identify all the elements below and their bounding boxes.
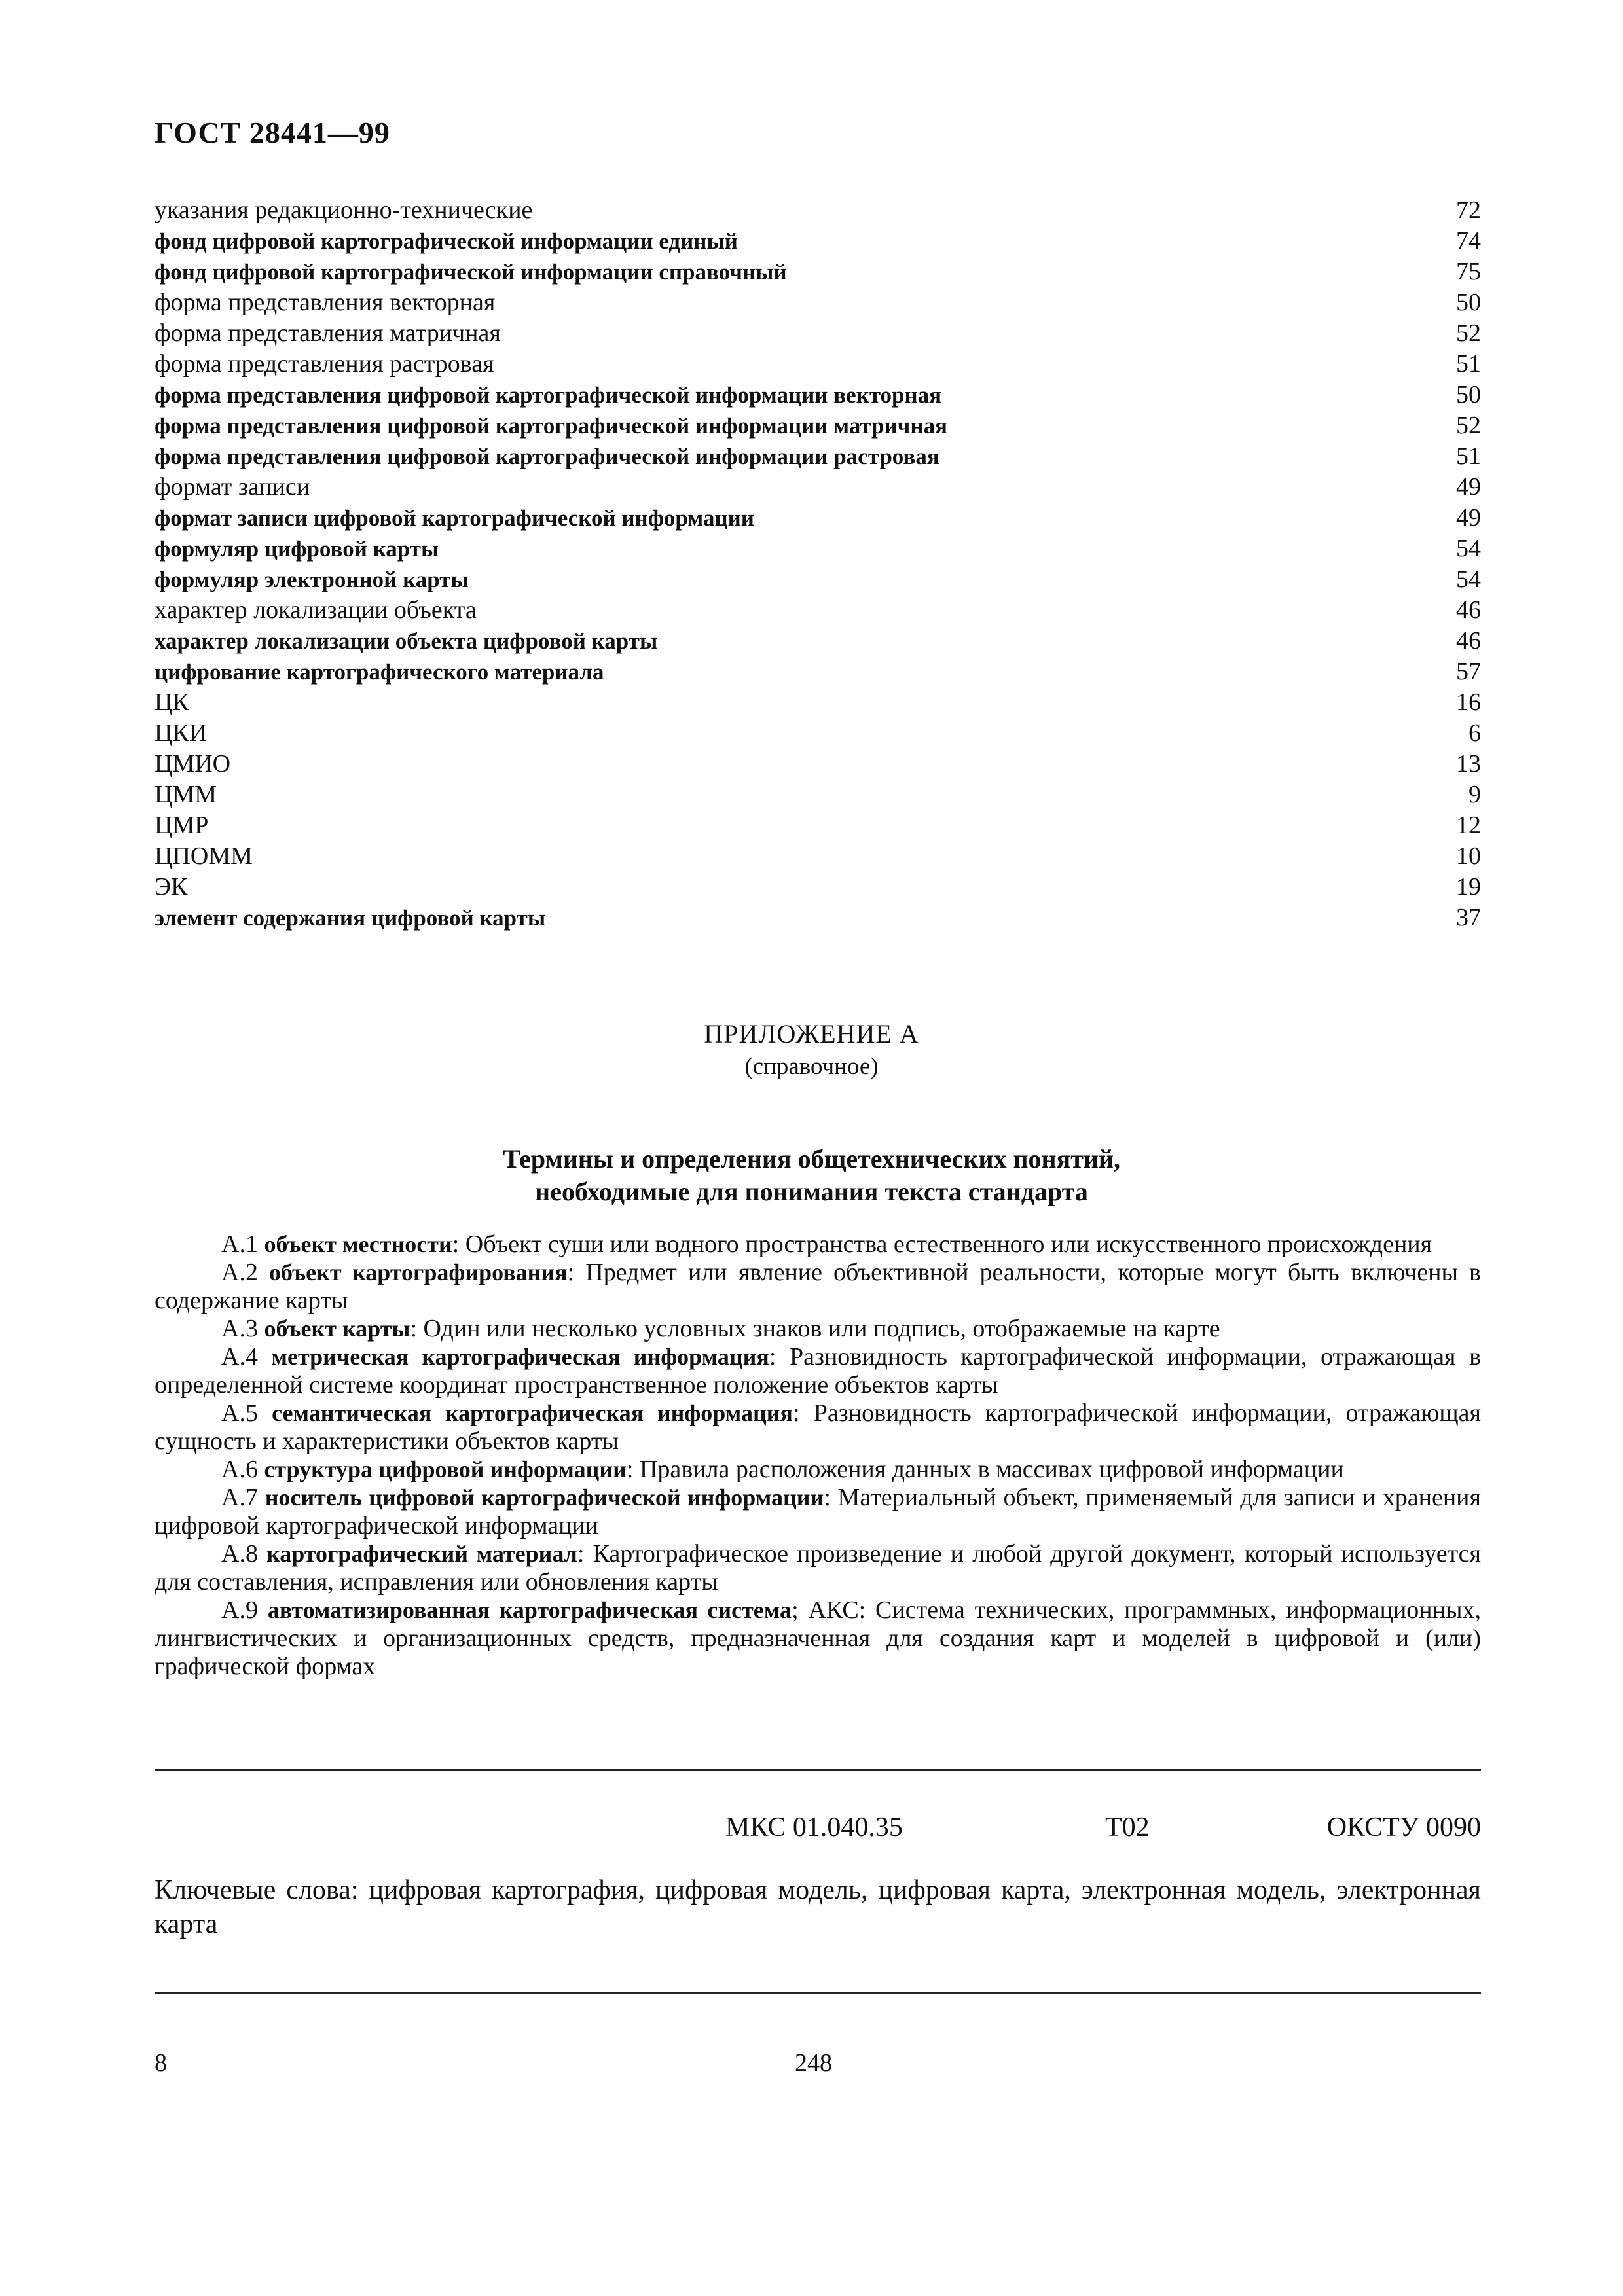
index-row	[155, 441, 1481, 472]
index-term: формат записи цифровой картографической информации	[155, 505, 754, 531]
index-page-number: 19	[1456, 873, 1481, 901]
definition-separator: :	[410, 1315, 418, 1342]
document-title: ГОСТ 28441—99	[155, 116, 390, 149]
definition-item	[155, 1540, 1481, 1596]
index-row	[155, 903, 1481, 933]
index-row	[155, 656, 1481, 687]
index-page-number: 54	[1456, 535, 1481, 562]
index-term: ЦМИО	[155, 750, 231, 778]
definition-text: АКС: Система технических, программных, информационных, лингвистических и организационных средств, предназначенная для создания карт и моделей в цифровой и (или) графической формах	[155, 1596, 1481, 1680]
index-term: форма представления растровая	[155, 350, 494, 378]
definition-item	[155, 1399, 1481, 1456]
definition-item	[155, 1484, 1481, 1540]
index-term: ЦПОММ	[155, 842, 253, 870]
section-heading	[0, 1143, 1623, 1208]
index-page-number: 74	[1456, 227, 1481, 255]
definition-text: Правила расположения данных в массивах цифровой информации	[633, 1456, 1344, 1483]
definition-text: Разновидность картографической информации, отражающая сущность и характеристики объектов карты	[155, 1399, 1482, 1455]
index-term: ЦМР	[155, 812, 209, 839]
definition-separator: :	[626, 1456, 634, 1483]
definition-item	[155, 1259, 1481, 1315]
section-heading-line-2: необходимые для понимания текста стандарта	[535, 1177, 1088, 1206]
definition-term: автоматизированная картографическая система	[267, 1597, 792, 1623]
mks-code: МКС 01.040.35	[725, 1812, 903, 1842]
index-page-number: 54	[1456, 565, 1481, 593]
index-row	[155, 257, 1481, 287]
index-term: фонд цифровой картографической информации справочный	[155, 259, 787, 285]
index-term: формуляр электронной карты	[155, 567, 469, 592]
definition-separator: :	[567, 1259, 575, 1286]
definition-text: Объект суши или водного пространства естественного или искусственного происхождения	[459, 1230, 1432, 1258]
index-term: ЦММ	[155, 781, 217, 808]
index-page-number: 46	[1456, 627, 1481, 655]
definition-separator: :	[824, 1484, 831, 1511]
definition-text: Один или несколько условных знаков или подпись, отображаемые на карте	[417, 1315, 1220, 1342]
index-row	[155, 718, 1481, 749]
index-term: указания редакционно-технические	[155, 196, 533, 224]
index-row	[155, 872, 1481, 903]
index-term: цифрование картографического материала	[155, 659, 604, 685]
index-page-number: 51	[1456, 350, 1481, 378]
definition-separator: :	[577, 1540, 585, 1568]
index-page-number: 52	[1456, 412, 1481, 439]
definition-number: А.8	[221, 1540, 258, 1568]
definition-number: А.1	[221, 1230, 258, 1258]
definition-term: объект карты	[264, 1316, 410, 1342]
index-term: ЭК	[155, 873, 188, 901]
index-row	[155, 226, 1481, 257]
definition-term: метрическая картографическая информация	[271, 1344, 769, 1370]
definition-term: объект местности	[264, 1231, 452, 1257]
definition-text: Разновидность картографической информации, отражающая в определенной системе координат пространственное положение объектов карты	[155, 1343, 1482, 1399]
definition-number: А.2	[221, 1259, 258, 1286]
definition-number: А.7	[221, 1484, 258, 1511]
definition-text: Картографическое произведение и любой другой документ, который используется для составления, исправления или обновления карты	[155, 1540, 1482, 1596]
index-term: форма представления цифровой картографической информации матричная	[155, 413, 948, 439]
index-page-number: 16	[1456, 689, 1481, 716]
page-number-center: 248	[795, 2049, 832, 2077]
index-row	[155, 318, 1481, 349]
definition-separator: ;	[792, 1596, 799, 1624]
index-term: ЦКИ	[155, 719, 208, 747]
oksty-code: ОКСТУ 0090	[1326, 1812, 1481, 1842]
index-row	[155, 687, 1481, 718]
index-page-number: 46	[1456, 596, 1481, 624]
index-page-number: 72	[1456, 196, 1481, 224]
definition-number: А.3	[221, 1315, 258, 1342]
index-term: характер локализации объекта	[155, 596, 477, 624]
index-page-number: 49	[1456, 473, 1481, 501]
term-index	[155, 195, 1481, 933]
definition-number: А.6	[221, 1456, 258, 1483]
definition-term: объект картографирования	[269, 1259, 568, 1285]
index-term: характер локализации объекта цифровой карты	[155, 628, 658, 654]
definition-separator: :	[452, 1230, 460, 1258]
index-term: форма представления цифровой картографической информации растровая	[155, 444, 939, 469]
index-term: элемент содержания цифровой карты	[155, 905, 546, 931]
definition-number: А.5	[221, 1399, 258, 1427]
definition-term: структура цифровой информации	[264, 1456, 627, 1482]
index-page-number: 9	[1468, 781, 1481, 808]
index-page-number: 6	[1468, 719, 1481, 747]
index-row	[155, 780, 1481, 810]
index-row	[155, 595, 1481, 626]
keywords: Ключевые слова: цифровая картография, цифровая модель, цифровая карта, электронная модель, электронная карта	[155, 1875, 1481, 1939]
divider-top	[155, 1769, 1481, 1771]
index-row	[155, 810, 1481, 841]
index-page-number: 50	[1456, 289, 1481, 316]
t-code: Т02	[1105, 1812, 1150, 1842]
definition-item	[155, 1596, 1481, 1681]
index-row	[155, 380, 1481, 410]
divider-bottom	[155, 1992, 1481, 1994]
definition-item	[155, 1456, 1481, 1484]
definition-item	[155, 1315, 1481, 1343]
definition-term: носитель цифровой картографической информации	[264, 1484, 824, 1511]
index-page-number: 51	[1456, 442, 1481, 470]
index-row	[155, 533, 1481, 564]
index-term: формат записи	[155, 473, 310, 501]
index-term: форма представления цифровой картографической информации векторная	[155, 382, 942, 408]
definition-number: А.4	[221, 1343, 258, 1371]
index-term: форма представления матричная	[155, 319, 501, 347]
index-row	[155, 564, 1481, 595]
index-term: формуляр цифровой карты	[155, 536, 439, 562]
definition-item	[155, 1343, 1481, 1399]
index-term: фонд цифровой картографической информации единый	[155, 228, 738, 254]
index-row	[155, 626, 1481, 656]
index-page-number: 57	[1456, 658, 1481, 685]
definitions-list	[155, 1230, 1481, 1681]
definition-separator: :	[793, 1399, 800, 1427]
index-page-number: 75	[1456, 258, 1481, 285]
section-heading-line-1: Термины и определения общетехнических понятий,	[503, 1144, 1120, 1174]
definition-text: Предмет или явление объективной реальности, которые могут быть включены в содержание карты	[155, 1259, 1482, 1314]
index-row	[155, 410, 1481, 441]
definition-item	[155, 1230, 1481, 1259]
index-page-number: 52	[1456, 319, 1481, 347]
index-row	[155, 841, 1481, 872]
index-row	[155, 349, 1481, 380]
definition-number: А.9	[221, 1596, 258, 1624]
index-row	[155, 472, 1481, 503]
appendix-title: ПРИЛОЖЕНИЕ А	[704, 1019, 919, 1049]
index-row	[155, 287, 1481, 318]
index-page-number: 49	[1456, 504, 1481, 531]
index-page-number: 13	[1456, 750, 1481, 778]
index-page-number: 50	[1456, 381, 1481, 408]
index-term: ЦК	[155, 689, 189, 716]
index-term: форма представления векторная	[155, 289, 496, 316]
definition-text: Материальный объект, применяемый для записи и хранения цифровой картографической информации	[155, 1484, 1481, 1539]
appendix-subtitle: (справочное)	[744, 1053, 879, 1080]
index-row	[155, 503, 1481, 533]
index-row	[155, 195, 1481, 226]
index-page-number: 10	[1456, 842, 1481, 870]
definition-separator: :	[769, 1343, 776, 1371]
index-row	[155, 749, 1481, 780]
definition-term: картографический материал	[266, 1541, 577, 1567]
index-page-number: 37	[1456, 904, 1481, 931]
index-page-number: 12	[1456, 812, 1481, 839]
page-number-left: 8	[155, 2049, 167, 2077]
definition-term: семантическая картографическая информация	[272, 1400, 793, 1426]
